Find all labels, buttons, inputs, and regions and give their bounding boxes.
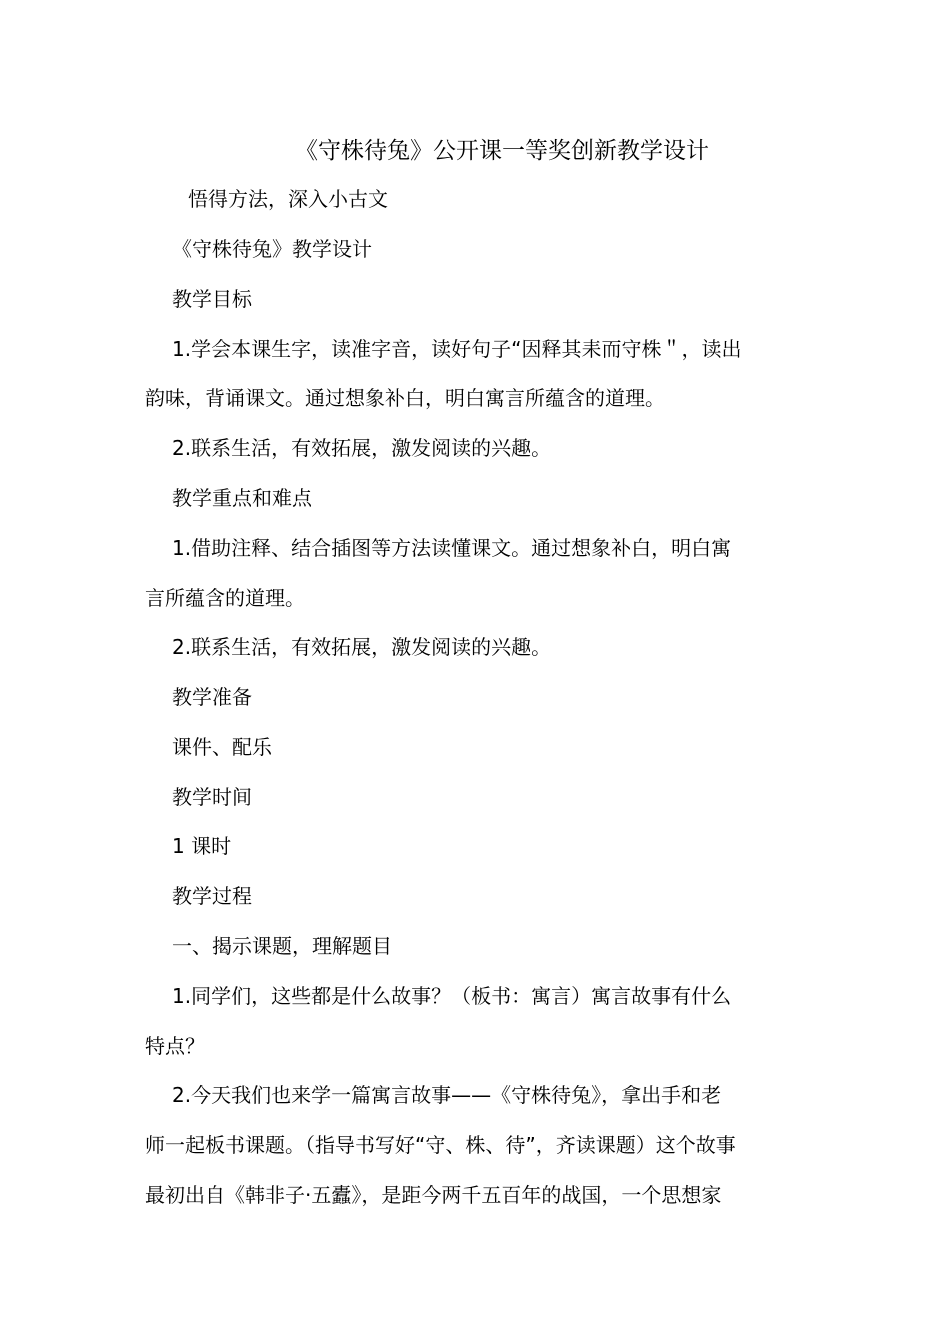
paragraph-line: 韵味，背诵课文。通过想象补白，明白寓言所蕴含的道理。 [145,386,665,410]
subtitle-line: 悟得方法，深入小古文 [188,187,388,211]
paragraph-line: 2.今天我们也来学一篇寓言故事——《守株待兔》，拿出手和老 [172,1083,722,1107]
paragraph-line: 1.借助注释、结合插图等方法读懂课文。通过想象补白，明白寓 [172,536,732,560]
document-title: 《守株待兔》公开课一等奖创新教学设计 [295,138,709,164]
heading-key-points: 教学重点和难点 [172,486,312,510]
paragraph-line: 师一起板书课题。（指导书写好“守、株、待”，齐读课题）这个故事 [145,1133,736,1157]
paragraph-line: 1.同学们，这些都是什么故事？（板书：寓言）寓言故事有什么 [172,984,732,1008]
heading-preparation: 教学准备 [172,685,252,709]
heading-time: 教学时间 [172,785,252,809]
heading-objectives: 教学目标 [172,287,252,311]
paragraph-line: 言所蕴含的道理。 [145,586,305,610]
section-heading: 一、揭示课题，理解题目 [172,934,392,958]
paragraph-line: 最初出自《韩非子·五蠹》，是距今两千五百年的战国，一个思想家 [145,1183,722,1207]
heading-process: 教学过程 [172,884,252,908]
paragraph-line: 1 课时 [172,834,232,858]
paragraph-line: 2.联系生活，有效拓展，激发阅读的兴趣。 [172,635,552,659]
paragraph-line: 2.联系生活，有效拓展，激发阅读的兴趣。 [172,436,552,460]
paragraph-line: 1.学会本课生字，读准字音，读好句子“因释其耒而守株＂，读出 [172,337,742,361]
paragraph-line: 特点？ [145,1034,205,1058]
paragraph-line: 课件、配乐 [172,735,272,759]
design-title-line: 《守株待兔》教学设计 [172,237,372,261]
